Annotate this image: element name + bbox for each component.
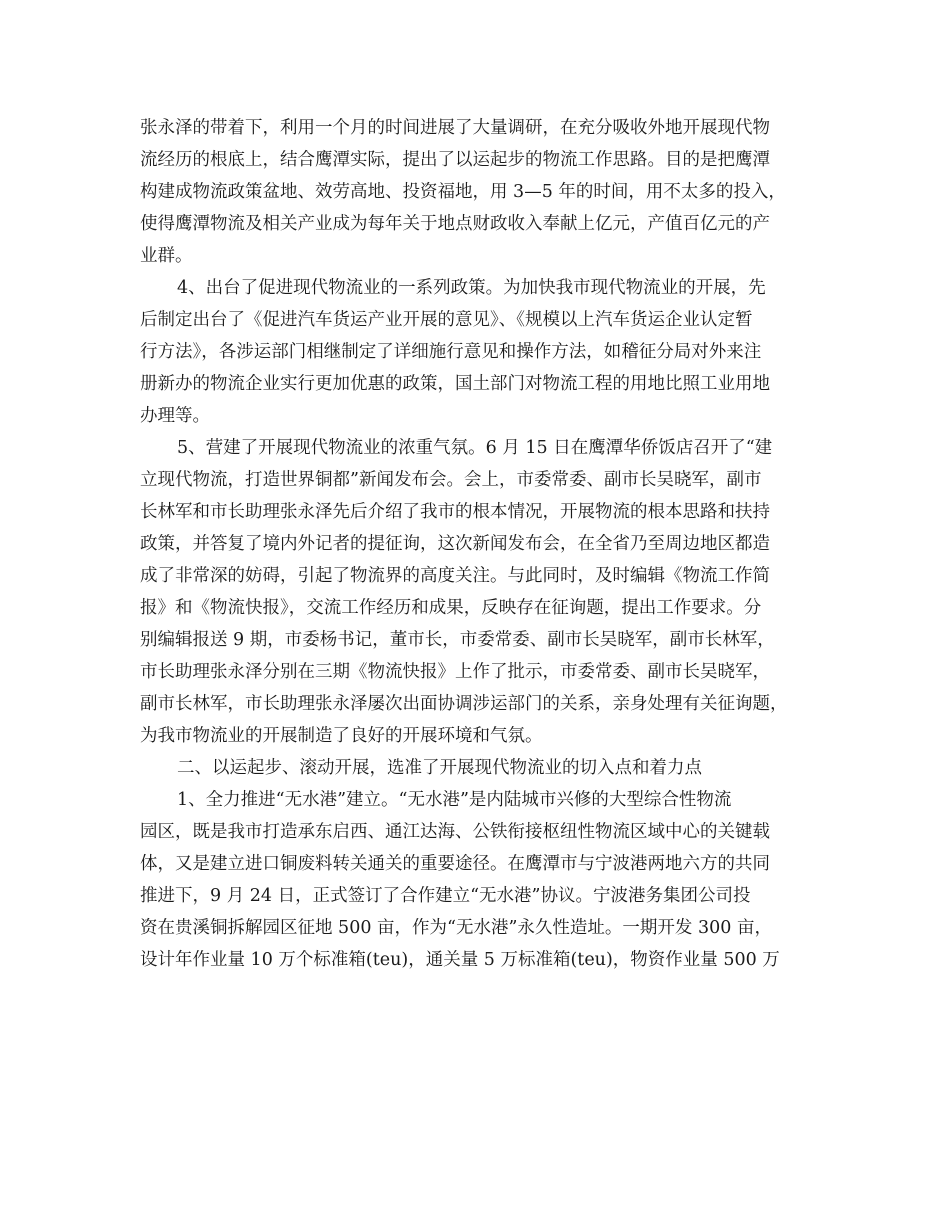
text-line: 推进下，9 月 24 日，正式签订了合作建立“无水港”协议。宁波港务集团公司投: [140, 886, 751, 906]
text-line: 构建成物流政策盆地、效劳高地、投资福地，用 3—5 年的时间，用不太多的投入，: [140, 182, 786, 202]
paragraph-4-policies: 4、出台了促进现代物流业的一系列政策。为加快我市现代物流业的开展，先: [177, 278, 766, 298]
document-body: [140, 112, 820, 976]
text-line: 副市长林军，市长助理张永泽屡次出面协调涉运部门的关系，亲身处理有关征询题，: [140, 694, 788, 714]
text-line: 后制定出台了《促进汽车货运产业开展的意见》、《规模以上汽车货运企业认定暂: [140, 310, 753, 330]
text-line: 立现代物流，打造世界铜都”新闻发布会。会上，市委常委、副市长吴晓军，副市: [140, 470, 762, 490]
text-line: 设计年作业量 10 万个标准箱(teu)，通关量 5 万标准箱(teu)，物资作业量 500 万: [140, 950, 780, 970]
text-line: 园区，既是我市打造承东启西、通江达海、公铁衔接枢纽性物流区域中心的关键载: [140, 822, 770, 842]
paragraph-5-atmosphere: 5、营建了开展现代物流业的浓重气氛。6 月 15 日在鹰潭华侨饭店召开了“建: [177, 438, 773, 458]
text-line: 体，又是建立进口铜废料转关通关的重要途径。在鹰潭市与宁波港两地六方的共同: [140, 854, 770, 874]
text-line: 政策，并答复了境内外记者的提征询，这次新闻发布会，在全省乃至周边地区都造: [140, 534, 770, 554]
text-line: 行方法》，各涉运部门相继制定了详细施行意见和操作方法，如稽征分局对外来注: [140, 342, 762, 362]
text-line: 办理等。: [140, 406, 210, 426]
text-line: 流经历的根底上，结合鹰潭实际，提出了以运起步的物流工作思路。目的是把鹰潭: [140, 150, 770, 170]
text-line: 市长助理张永泽分别在三期《物流快报》上作了批示，市委常委、副市长吴晓军，: [140, 662, 770, 682]
paragraph-1-dry-port: 1、全力推进“无水港”建立。“无水港”是内陆城市兴修的大型综合性物流: [177, 790, 732, 810]
section-heading-2: 二、以运起步、滚动开展，选准了开展现代物流业的切入点和着力点: [177, 758, 702, 778]
text-line: 册新办的物流企业实行更加优惠的政策，国土部门对物流工程的用地比照工业用地: [140, 374, 770, 394]
text-line: 长林军和市长助理张永泽先后介绍了我市的根本情况，开展物流的根本思路和扶持: [140, 502, 770, 522]
text-line: 张永泽的带着下，利用一个月的时间进展了大量调研，在充分吸收外地开展现代物: [140, 118, 770, 138]
text-line: 别编辑报送 9 期，市委杨书记，董市长，市委常委、副市长吴晓军，副市长林军，: [140, 630, 775, 650]
text-line: 业群。: [140, 246, 193, 266]
text-line: 为我市物流业的开展制造了良好的开展环境和气氛。: [140, 726, 543, 746]
text-line: 资在贵溪铜拆解园区征地 500 亩，作为“无水港”永久性造址。一期开发 300 亩，: [140, 918, 772, 938]
text-line: 报》和《物流快报》，交流工作经历和成果，反映存在征询题，提出工作要求。分: [140, 598, 762, 618]
text-line: 使得鹰潭物流及相关产业成为每年关于地点财政收入奉献上亿元，产值百亿元的产: [140, 214, 770, 234]
text-line: 成了非常深的妨碍，引起了物流界的高度关注。与此同时，及时编辑《物流工作简: [140, 566, 770, 586]
